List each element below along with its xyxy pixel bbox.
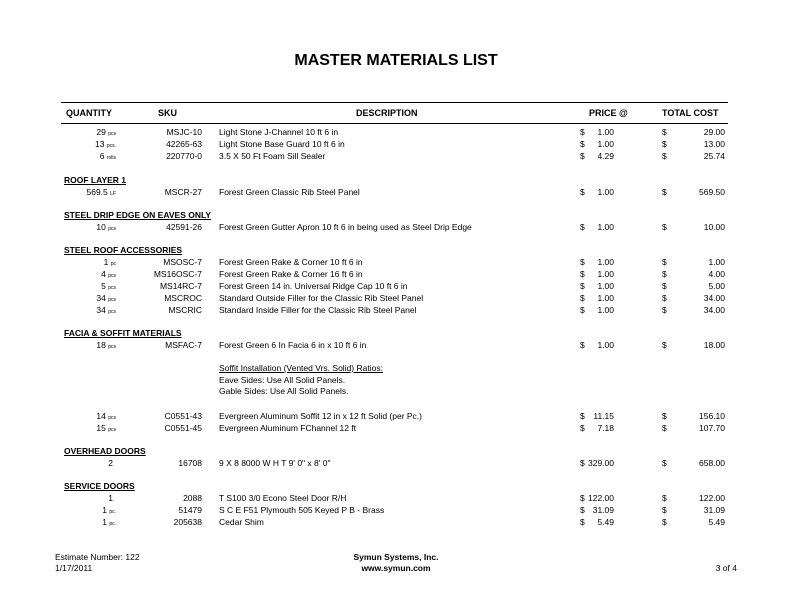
price-cell: 31.09 (592, 505, 614, 515)
total-cell: 29.00 (703, 127, 725, 137)
total-cell: 107.70 (699, 423, 725, 433)
description-cell: T S100 3/0 Econo Steel Door R/H (219, 493, 347, 503)
header-top-rule (61, 102, 728, 103)
section-title: ROOF LAYER 1 (64, 175, 127, 185)
sku-cell: 16708 (178, 458, 202, 468)
quantity-value: 34 (96, 293, 106, 303)
table-row (0, 150, 792, 162)
price-currency: $ (580, 458, 585, 468)
sku-cell: MS16OSC-7 (153, 269, 202, 279)
description-cell: 9 X 8 8000 W H T 9' 0" x 8' 0" (219, 458, 331, 468)
price-currency: $ (580, 151, 585, 161)
total-cell: 25.74 (703, 151, 725, 161)
total-cell: 34.00 (703, 305, 725, 315)
sku-cell: MSCR-27 (164, 187, 202, 197)
header-description: DESCRIPTION (356, 108, 418, 118)
description-cell: Light Stone J-Channel 10 ft 6 in (219, 127, 339, 137)
price-cell: 1.00 (597, 222, 614, 232)
price-currency: $ (580, 281, 585, 291)
price-currency: $ (580, 423, 585, 433)
header-bottom-rule (61, 123, 728, 124)
price-cell: 1.00 (597, 269, 614, 279)
quantity-value: 10 (96, 222, 106, 232)
company-name: Symun Systems, Inc. (353, 552, 439, 562)
price-cell: 329.00 (588, 458, 614, 468)
sku-cell: C0551-43 (164, 411, 202, 421)
quantity-unit: pcs (108, 427, 116, 433)
price-cell: 1.00 (597, 293, 614, 303)
quantity-cell (96, 304, 116, 318)
table-row (0, 410, 792, 422)
header-sku: SKU (158, 108, 178, 118)
header-total: TOTAL COST (662, 108, 719, 118)
header-quantity: QUANTITY (66, 108, 112, 118)
total-cell: 13.00 (703, 139, 725, 149)
soffit-note-line: Eave Sides: Use All Solid Panels. (219, 374, 346, 385)
total-cell: 156.10 (699, 411, 725, 421)
description-cell: Cedar Shim (219, 517, 264, 527)
quantity-cell (108, 492, 113, 504)
total-currency: $ (662, 517, 667, 527)
quantity-unit: pcs (108, 415, 116, 421)
total-currency: $ (662, 127, 667, 137)
table-row (0, 221, 792, 233)
quantity-cell (102, 516, 116, 530)
price-currency: $ (580, 257, 585, 267)
quantity-cell (108, 457, 113, 469)
total-cell: 18.00 (703, 340, 725, 350)
estimate-date: 1/17/2011 (55, 563, 93, 573)
price-cell: 1.00 (597, 305, 614, 315)
quantity-value: 18 (96, 340, 106, 350)
quantity-unit: LF (110, 191, 116, 197)
total-cell: 569.50 (699, 187, 725, 197)
quantity-unit: pc. (109, 509, 116, 515)
table-row (0, 516, 792, 528)
table-row (0, 339, 792, 351)
quantity-value: 1 (102, 517, 107, 527)
quantity-unit: pcs (108, 309, 116, 315)
price-currency: $ (580, 269, 585, 279)
section-title: SERVICE DOORS (64, 481, 135, 491)
price-currency: $ (580, 293, 585, 303)
description-cell: Forest Green Gutter Apron 10 ft 6 in being used as Steel Drip Edge (219, 222, 472, 232)
sku-cell: MSCROC (164, 293, 202, 303)
table-row (0, 126, 792, 138)
sku-cell: 42591-26 (166, 222, 202, 232)
quantity-value: 14 (96, 411, 106, 421)
total-currency: $ (662, 458, 667, 468)
description-cell: Forest Green Rake & Corner 16 ft 6 in (219, 269, 363, 279)
table-row (0, 457, 792, 469)
quantity-value: 4 (101, 269, 106, 279)
quantity-unit: pcs (108, 273, 116, 279)
description-cell: Evergreen Aluminum FChannel 12 ft (219, 423, 357, 433)
description-cell: Forest Green 6 In Facia 6 in x 10 ft 6 in (219, 340, 367, 350)
total-currency: $ (662, 222, 667, 232)
table-row (0, 504, 792, 516)
sku-cell: 2088 (183, 493, 202, 503)
quantity-value: 1 (103, 257, 109, 267)
total-cell: 4.00 (708, 269, 725, 279)
description-cell: Forest Green Rake & Corner 10 ft 6 in (219, 257, 363, 267)
description-cell: 3.5 X 50 Ft Foam Sill Sealer (219, 151, 326, 161)
price-currency: $ (580, 340, 585, 350)
sku-cell: MSOSC-7 (163, 257, 202, 267)
table-row (0, 304, 792, 316)
price-cell: 5.49 (597, 517, 614, 527)
total-currency: $ (662, 493, 667, 503)
sku-cell: MS14RC-7 (159, 281, 202, 291)
total-cell: 122.00 (699, 493, 725, 503)
price-currency: $ (580, 517, 585, 527)
description-cell: S C E F51 Plymouth 505 Keyed P B - Brass (219, 505, 385, 515)
quantity-value: 13 (94, 139, 105, 149)
total-currency: $ (662, 340, 667, 350)
sku-cell: 220770-0 (166, 151, 202, 161)
price-cell: 1.00 (597, 281, 614, 291)
price-currency: $ (580, 493, 585, 503)
quantity-value: 5 (101, 281, 106, 291)
price-currency: $ (580, 505, 585, 515)
header-price: PRICE @ (589, 108, 628, 118)
section-title: STEEL DRIP EDGE ON EAVES ONLY (64, 210, 212, 220)
price-cell: 122.00 (588, 493, 614, 503)
quantity-unit: pc. (109, 521, 116, 527)
description-cell: Standard Inside Filler for the Classic Rib Steel Panel (219, 305, 417, 315)
quantity-cell (96, 422, 116, 436)
quantity-unit: pcs (108, 226, 116, 232)
total-currency: $ (662, 269, 667, 279)
quantity-value: 2 (108, 458, 113, 468)
sku-cell: MSCRIC (168, 305, 202, 315)
quantity-unit: pcs (108, 297, 116, 303)
total-cell: 5.49 (708, 517, 725, 527)
price-cell: 11.15 (593, 411, 614, 421)
description-cell: Light Stone Base Guard 10 ft 6 in (219, 139, 345, 149)
total-currency: $ (662, 423, 667, 433)
total-cell: 1.00 (708, 257, 725, 267)
quantity-value: 34 (96, 305, 106, 315)
quantity-value: 1 (102, 505, 107, 515)
price-currency: $ (580, 222, 585, 232)
quantity-unit: pcs (108, 344, 116, 350)
quantity-value: 29 (96, 127, 106, 137)
total-currency: $ (662, 411, 667, 421)
quantity-cell (96, 221, 116, 235)
section-title: STEEL ROOF ACCESSORIES (64, 245, 183, 255)
quantity-value: 569.5 (86, 187, 108, 197)
quantity-unit: pcs. (106, 143, 116, 149)
total-cell: 31.09 (703, 505, 725, 515)
price-cell: 7.18 (597, 423, 614, 433)
table-row (0, 138, 792, 150)
total-cell: 34.00 (703, 293, 725, 303)
total-currency: $ (662, 293, 667, 303)
footer-center (0, 552, 792, 574)
total-currency: $ (662, 139, 667, 149)
table-row (0, 280, 792, 292)
total-cell: 658.00 (699, 458, 725, 468)
description-cell: Standard Outside Filler for the Classic Rib Steel Panel (219, 293, 424, 303)
company-website: www.symun.com (361, 563, 431, 573)
page-title: MASTER MATERIALS LIST (294, 52, 498, 69)
description-cell: Evergreen Aluminum Soffit 12 in x 12 ft Solid (per Pc.) (219, 411, 422, 421)
quantity-unit: pcs (108, 131, 116, 137)
section-title: FACIA & SOFFIT MATERIALS (64, 328, 182, 338)
table-row (0, 422, 792, 434)
total-currency: $ (662, 257, 667, 267)
sku-cell: 205638 (173, 517, 202, 527)
total-cell: 10.00 (703, 222, 725, 232)
total-currency: $ (662, 281, 667, 291)
description-cell: Forest Green 14 in. Universal Ridge Cap 10 ft 6 in (219, 281, 408, 291)
section-title: OVERHEAD DOORS (64, 446, 146, 456)
description-cell: Forest Green Classic Rib Steel Panel (219, 187, 360, 197)
price-cell: 1.00 (597, 187, 614, 197)
table-row (0, 268, 792, 280)
sku-cell: MSJC-10 (166, 127, 202, 137)
quantity-cell (100, 150, 116, 164)
sku-cell: 42265-63 (166, 139, 202, 149)
total-currency: $ (662, 305, 667, 315)
price-cell: 1.00 (597, 127, 614, 137)
quantity-value: 6 (99, 151, 105, 161)
price-cell: 1.00 (597, 139, 614, 149)
quantity-unit: pc (110, 261, 116, 267)
quantity-unit: rolls (106, 155, 116, 161)
page-number: 3 of 4 (715, 563, 737, 573)
price-cell: 1.00 (597, 340, 614, 350)
quantity-unit: pcs (108, 285, 116, 291)
table-row (0, 492, 792, 504)
total-currency: $ (662, 151, 667, 161)
total-currency: $ (662, 187, 667, 197)
table-row (0, 256, 792, 268)
soffit-note (219, 363, 383, 398)
quantity-value: 1 (108, 493, 113, 503)
sku-cell: C0551-45 (164, 423, 202, 433)
sku-cell: MSFAC-7 (165, 340, 202, 350)
soffit-note-line: Gable Sides: Use All Solid Panels. (219, 386, 349, 396)
total-cell: 5.00 (708, 281, 725, 291)
estimate-number: Estimate Number: 122 (55, 552, 140, 562)
soffit-note-heading: Soffit Installation (Vented Vrs. Solid) Ratios: (219, 363, 383, 373)
quantity-cell (87, 186, 117, 200)
price-currency: $ (580, 411, 585, 421)
price-currency: $ (580, 139, 585, 149)
table-row (0, 186, 792, 198)
sku-cell: 51479 (178, 505, 202, 515)
quantity-cell (96, 339, 116, 353)
total-currency: $ (662, 505, 667, 515)
price-currency: $ (580, 305, 585, 315)
table-row (0, 292, 792, 304)
price-cell: 1.00 (597, 257, 614, 267)
price-cell: 4.29 (597, 151, 614, 161)
price-currency: $ (580, 187, 585, 197)
price-currency: $ (580, 127, 585, 137)
quantity-value: 15 (96, 423, 106, 433)
